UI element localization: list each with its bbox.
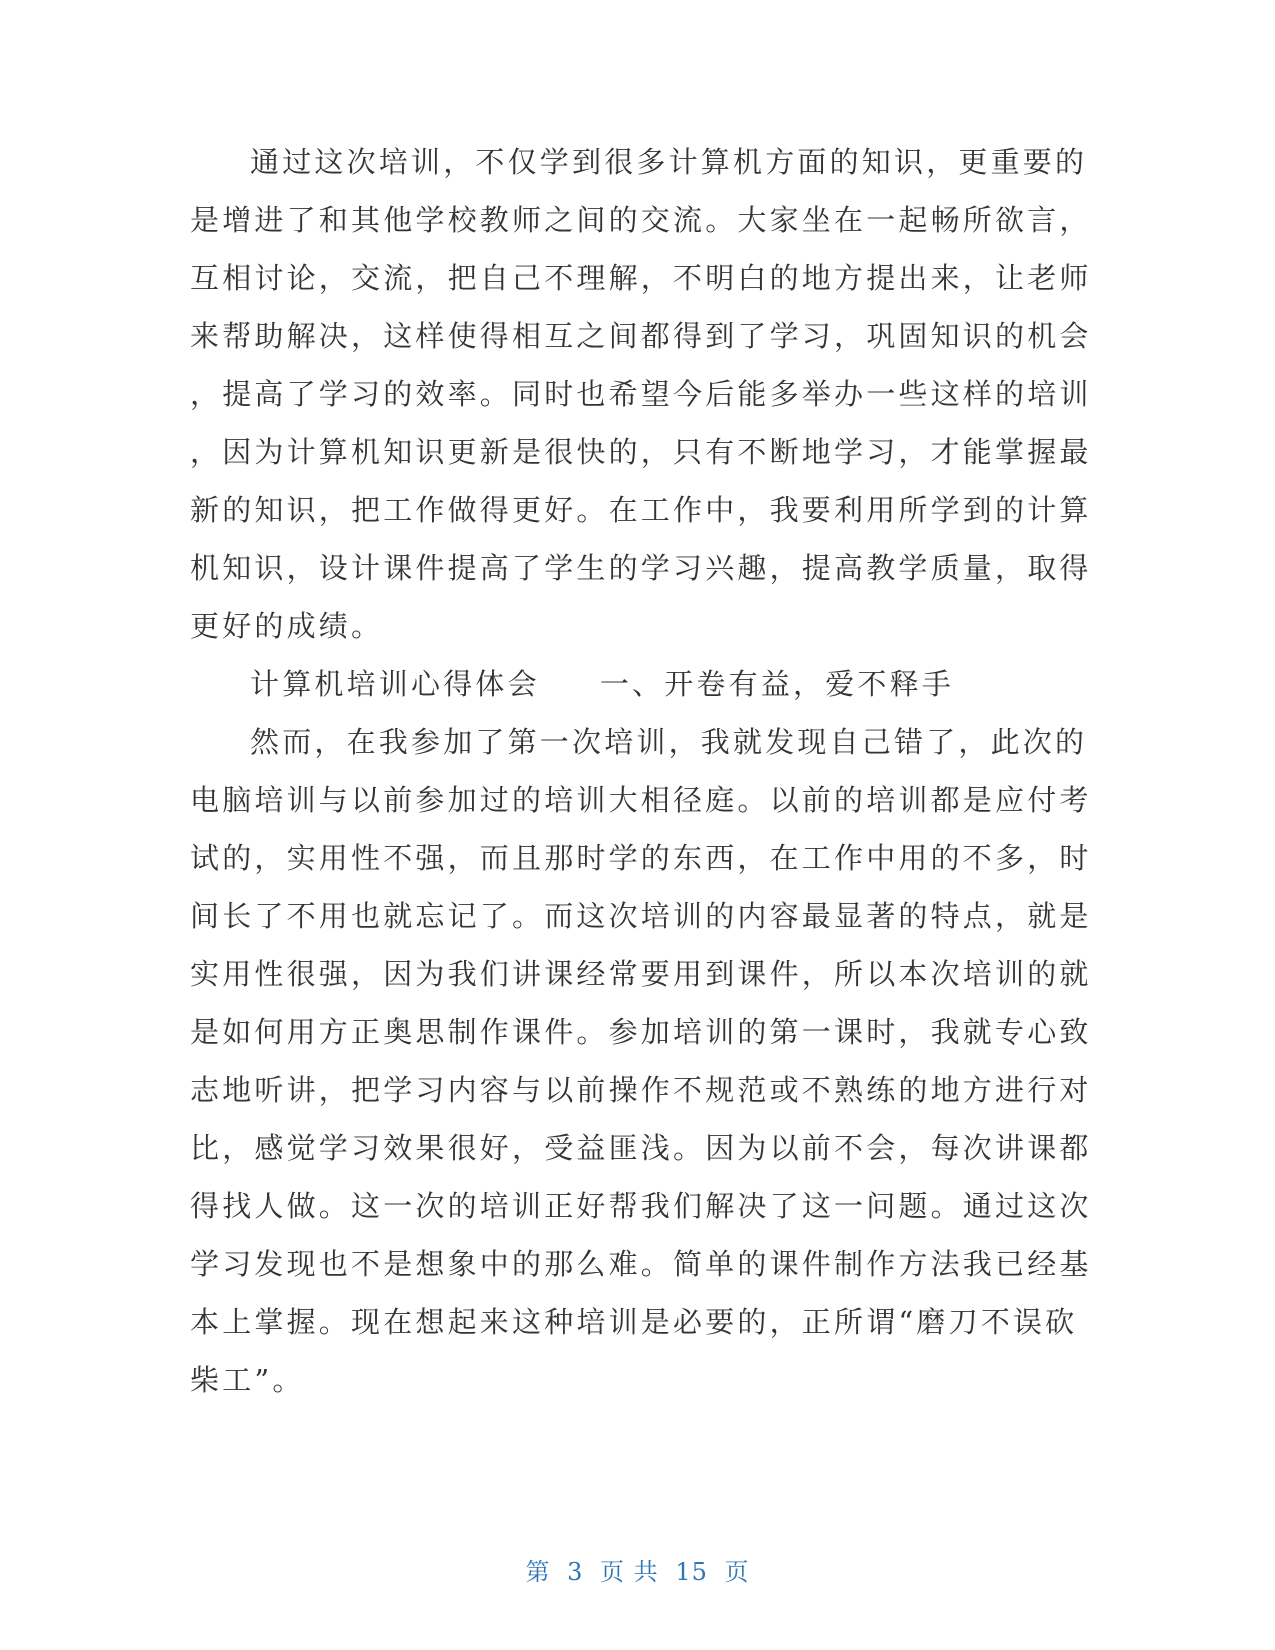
paragraph-1-line-2: 是增进了和其他学校教师之间的交流。大家坐在一起畅所欲言， bbox=[190, 203, 1092, 237]
paragraph-1-line-7: 新的知识，把工作做得更好。在工作中，我要利用所学到的计算 bbox=[190, 493, 1092, 527]
footer-prefix: 第 bbox=[525, 1558, 551, 1586]
paragraph-1-line-5: ，提高了学习的效率。同时也希望今后能多举办一些这样的培训 bbox=[190, 377, 1092, 411]
footer-middle: 页 共 bbox=[600, 1558, 659, 1586]
total-page-count: 15 bbox=[675, 1558, 708, 1586]
paragraph-2-line-11: 本上掌握。现在想起来这种培训是必要的，正所谓“磨刀不误砍 bbox=[190, 1305, 1078, 1339]
paragraph-2-line-8: 比，感觉学习效果很好，受益匪浅。因为以前不会，每次讲课都 bbox=[190, 1131, 1092, 1165]
paragraph-2-line-3: 试的，实用性不强，而且那时学的东西，在工作中用的不多，时 bbox=[190, 841, 1092, 875]
paragraph-2-line-10: 学习发现也不是想象中的那么难。简单的课件制作方法我已经基 bbox=[190, 1247, 1092, 1281]
paragraph-2-line-6: 是如何用方正奥思制作课件。参加培训的第一课时，我就专心致 bbox=[190, 1015, 1092, 1049]
paragraph-2-line-1: 然而，在我参加了第一次培训，我就发现自己错了，此次的 bbox=[250, 725, 1088, 759]
heading-subtitle: 一、开卷有益，爱不释手 bbox=[599, 667, 955, 701]
paragraph-2-line-7: 志地听讲，把学习内容与以前操作不规范或不熟练的地方进行对 bbox=[190, 1073, 1092, 1107]
paragraph-2-line-9: 得找人做。这一次的培训正好帮我们解决了这一问题。通过这次 bbox=[190, 1189, 1092, 1223]
page-footer bbox=[0, 1552, 1275, 1587]
paragraph-1-line-8: 机知识，设计课件提高了学生的学习兴趣，提高教学质量，取得 bbox=[190, 551, 1092, 585]
paragraph-2-line-4: 间长了不用也就忘记了。而这次培训的内容最显著的特点，就是 bbox=[190, 899, 1092, 933]
footer-suffix: 页 bbox=[724, 1558, 750, 1586]
paragraph-2-line-2: 电脑培训与以前参加过的培训大相径庭。以前的培训都是应付考 bbox=[190, 783, 1092, 817]
paragraph-2-line-12: 柴工”。 bbox=[190, 1363, 305, 1397]
paragraph-1-line-4: 来帮助解决，这样使得相互之间都得到了学习，巩固知识的机会 bbox=[190, 319, 1092, 353]
paragraph-1-line-3: 互相讨论，交流，把自己不理解，不明白的地方提出来，让老师 bbox=[190, 261, 1092, 295]
paragraph-1-line-9: 更好的成绩。 bbox=[190, 609, 384, 643]
paragraph-1-line-1: 通过这次培训，不仅学到很多计算机方面的知识，更重要的 bbox=[250, 145, 1088, 179]
section-heading bbox=[250, 667, 955, 701]
current-page-number: 3 bbox=[567, 1558, 584, 1586]
paragraph-2-line-5: 实用性很强，因为我们讲课经常要用到课件，所以本次培训的就 bbox=[190, 957, 1092, 991]
paragraph-1-line-6: ，因为计算机知识更新是很快的，只有不断地学习，才能掌握最 bbox=[190, 435, 1092, 469]
heading-title: 计算机培训心得体会 bbox=[250, 667, 540, 701]
